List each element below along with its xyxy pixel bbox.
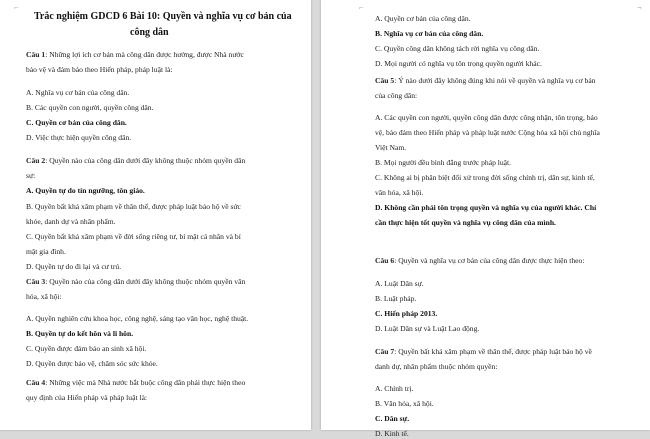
q4-text: : Những việc mà Nhà nước bắt buộc công dân phải thực hiện theo [45, 378, 246, 387]
q5-option-d-correct-text: D. Không cần phải tôn trọng quyền và nghĩa vụ của người khác. Chỉ [375, 203, 597, 212]
q2-option-d-text: D. Quyền tự do đi lại và cư trú. [26, 262, 122, 271]
q5-text: : Ý nào dưới đây không đúng khi nói về quyền và nghĩa vụ cơ bản [394, 76, 596, 85]
q7-option-b [375, 399, 434, 409]
q2-option-b [26, 217, 116, 227]
q7-option-a [375, 384, 413, 394]
q6-text: : Quyền và nghĩa vụ cơ bản của công dân được thực hiện theo: [394, 256, 585, 265]
q1-line [26, 50, 244, 60]
q5-option-d-correct [375, 203, 596, 213]
q2-text: sự: [26, 171, 36, 180]
q4-option-d [375, 59, 542, 69]
q6-option-d [375, 324, 479, 334]
q2-option-c-text: C. Quyền bất khả xâm phạm về đời sống riêng tư, bí mật cá nhân và bí [26, 232, 241, 241]
q5-option-b [375, 158, 511, 168]
q5-label: Câu 5 [375, 76, 395, 85]
q3-option-b-correct [26, 329, 133, 339]
q1-option-c-correct-text: C. Quyền cơ bản của công dân. [26, 118, 127, 127]
q5-option-a [375, 128, 600, 138]
q3-label: Câu 3 [26, 277, 46, 286]
q5-option-a [375, 143, 406, 153]
q4-label: Câu 4 [26, 378, 46, 387]
q3-option-a-text: A. Quyền nghiên cứu khoa học, công nghệ, sáng tạo văn học, nghệ thuật. [26, 314, 249, 323]
q2-option-b-text: khỏe, danh dự và nhân phẩm. [26, 217, 116, 226]
q5-option-c-text: văn hóa, xã hội. [375, 188, 424, 197]
q5-option-c [375, 188, 423, 198]
q2-line [26, 156, 245, 166]
q7-line [375, 362, 497, 372]
q7-label: Câu 7 [375, 347, 395, 356]
q1-option-c-correct [26, 118, 127, 128]
q7-line [375, 347, 592, 357]
q2-option-c [26, 247, 66, 257]
q7-option-b-text: B. Văn hóa, xã hội. [375, 399, 434, 408]
q5-line [375, 76, 596, 86]
q4-option-a [375, 14, 471, 24]
q5-text: của công dân: [375, 91, 418, 100]
q7-option-d [375, 429, 409, 439]
q4-option-c-text: C. Quyền công dân không tách rời nghĩa vụ công dân. [375, 44, 540, 53]
q1-option-a-text: A. Nghĩa vụ cơ bản của công dân. [26, 88, 130, 97]
q7-option-c-correct-text: C. Dân sự. [375, 414, 410, 423]
q3-line [26, 277, 245, 287]
q2-option-b [26, 202, 241, 212]
q6-option-c-correct [375, 309, 437, 319]
crop-mark-icon: ¬ [637, 3, 642, 12]
q5-line [375, 91, 417, 101]
q5-option-a-text: A. Các quyền con người, quyền công dân được công nhận, tôn trọng, bảo [375, 113, 598, 122]
q3-option-b-correct-text: B. Quyền tự do kết hôn và li hôn. [26, 329, 134, 338]
page-title-line-2: công dân [130, 27, 169, 38]
q7-text: danh dự, nhân phẩm thuộc nhóm quyền: [375, 362, 498, 371]
q6-option-b-text: B. Luật pháp. [375, 294, 417, 303]
q4-line [26, 393, 147, 403]
q3-option-c-text: C. Quyền được đảm bảo an sinh xã hội. [26, 344, 147, 353]
q4-text: quy định của Hiến pháp và pháp luật là: [26, 393, 148, 402]
page-title-line-1: Trắc nghiệm GDCD 6 Bài 10: Quyền và nghĩa vụ cơ bản của [34, 11, 292, 22]
q1-line [26, 65, 173, 75]
q5-option-a [375, 113, 598, 123]
crop-mark-icon: ⌐ [359, 3, 364, 12]
document-page-left [0, 0, 311, 430]
q6-option-a-text: A. Luật Dân sự. [375, 279, 424, 288]
q4-option-b-correct [375, 29, 483, 39]
q4-option-a-text: A. Quyền cơ bản của công dân. [375, 14, 471, 23]
q4-line [26, 378, 245, 388]
q6-option-d-text: D. Luật Dân sự và Luật Lao động. [375, 324, 480, 333]
q6-option-c-correct-text: C. Hiến pháp 2013. [375, 309, 438, 318]
q3-option-d-text: D. Quyền được bảo vệ, chăm sóc sức khỏe. [26, 359, 158, 368]
q2-text: : Quyền nào của công dân dưới đây không thuộc nhóm quyền dân [45, 156, 246, 165]
q5-option-c-text: C. Không ai bị phân biệt đối xử trong đời sống chính trị, dân sự, kinh tế, [375, 173, 595, 182]
q6-option-a [375, 279, 424, 289]
q6-line [375, 256, 584, 266]
q2-option-b-text: B. Quyền bất khả xâm phạm về thân thể, được pháp luật bảo hộ về sức [26, 202, 241, 211]
q2-option-a-correct [26, 186, 145, 196]
q1-option-d-text: D. Việc thực hiện quyền công dân. [26, 133, 132, 142]
q7-option-a-text: A. Chính trị. [375, 384, 414, 393]
q2-label: Câu 2 [26, 156, 46, 165]
crop-mark-icon: ⌐ [14, 3, 19, 12]
q3-option-a [26, 314, 248, 324]
q5-option-d-correct-text: cần thực hiện tốt quyền và nghĩa vụ công dân của mình. [375, 218, 556, 227]
left-page-content [0, 0, 311, 430]
q2-option-d [26, 262, 121, 272]
q2-line [26, 171, 35, 181]
q3-text: hóa, xã hội: [26, 292, 62, 301]
q3-line [26, 292, 62, 302]
right-page-content [321, 0, 650, 438]
q1-label: Câu 1 [26, 50, 46, 59]
q4-option-c [375, 44, 539, 54]
q1-option-b-text: B. Các quyền con người, quyền công dân. [26, 103, 154, 112]
q4-option-b-correct-text: B. Nghĩa vụ cơ bản của công dân. [375, 29, 484, 38]
q1-option-d [26, 133, 131, 143]
q3-text: : Quyền nào của công dân dưới đây không thuộc nhóm quyền văn [45, 277, 246, 286]
q5-option-b-text: B. Mọi người đều bình đẳng trước pháp luật. [375, 158, 512, 167]
q3-option-d [26, 359, 158, 369]
q1-text: bảo vệ và đảm bảo theo Hiến pháp, pháp luật là: [26, 65, 173, 74]
q2-option-a-correct-text: A. Quyền tự do tín ngưỡng, tôn giáo. [26, 186, 145, 195]
q1-option-a [26, 88, 129, 98]
q6-option-b [375, 294, 416, 304]
q2-option-c [26, 232, 241, 242]
q7-option-d-text: D. Kinh tế. [375, 429, 409, 438]
q5-option-c [375, 173, 595, 183]
q2-option-c-text: mật gia đình. [26, 247, 66, 256]
q1-option-b [26, 103, 154, 113]
q4-option-d-text: D. Mọi người có nghĩa vụ tôn trọng quyền người khác. [375, 59, 542, 68]
q5-option-a-text: Việt Nam. [375, 143, 407, 152]
q3-option-c [26, 344, 146, 354]
q5-option-a-text: vệ, bảo đảm theo Hiến pháp và pháp luật nước Cộng hòa xã hội chủ nghĩa [375, 128, 600, 137]
q7-option-c-correct [375, 414, 409, 424]
q7-text: : Quyền bất khả xâm phạm về thân thể, được pháp luật bảo hộ về [394, 347, 592, 356]
q5-option-d-correct [375, 218, 556, 228]
document-page-right [321, 0, 650, 438]
q6-label: Câu 6 [375, 256, 395, 265]
q1-text: : Những lợi ích cơ bản mà công dân được hưởng, được Nhà nước [45, 50, 244, 59]
